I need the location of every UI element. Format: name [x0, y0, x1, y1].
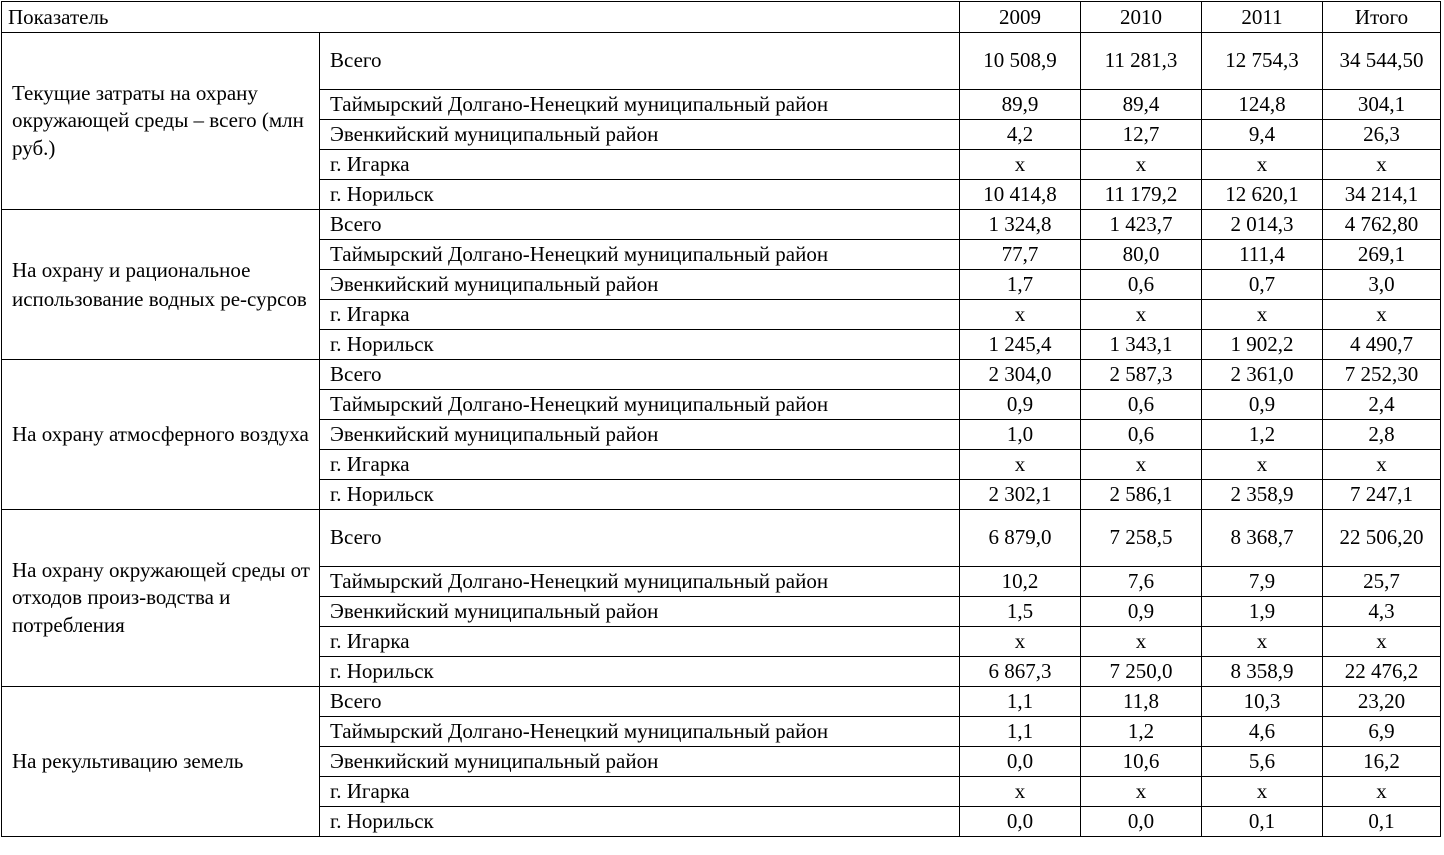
group-title: Текущие затраты на охрану окружающей среды – всего (млн руб.)	[2, 33, 320, 210]
table-row	[2, 360, 1441, 390]
cell-2010: 0,0	[1081, 807, 1202, 837]
cell-2010: 80,0	[1081, 240, 1202, 270]
cell-2010: 1 423,7	[1081, 210, 1202, 240]
cell-2011: 5,6	[1202, 747, 1323, 777]
cell-2010: 7 258,5	[1081, 510, 1202, 567]
cell-2010: 12,7	[1081, 120, 1202, 150]
cell-2011: 0,1	[1202, 807, 1323, 837]
cell-2009: 4,2	[960, 120, 1081, 150]
cell-2010: 0,9	[1081, 597, 1202, 627]
cell-2011: 111,4	[1202, 240, 1323, 270]
row-label: Таймырский Долгано-Ненецкий муниципальный район	[320, 717, 960, 747]
cell-2010: x	[1081, 150, 1202, 180]
expenditure-table	[1, 1, 1441, 837]
cell-2011: 7,9	[1202, 567, 1323, 597]
row-label: Всего	[320, 510, 960, 567]
cell-2009: 1,1	[960, 717, 1081, 747]
table-row	[2, 210, 1441, 240]
cell-total: 7 252,30	[1323, 360, 1441, 390]
row-label: Всего	[320, 210, 960, 240]
cell-2010: 7 250,0	[1081, 657, 1202, 687]
cell-total: 34 544,50	[1323, 33, 1441, 90]
cell-2009: 2 304,0	[960, 360, 1081, 390]
row-label: Эвенкийский муниципальный район	[320, 120, 960, 150]
cell-2011: 0,7	[1202, 270, 1323, 300]
cell-2010: 10,6	[1081, 747, 1202, 777]
cell-2011: 2 358,9	[1202, 480, 1323, 510]
cell-2010: 1,2	[1081, 717, 1202, 747]
cell-2011: 1,9	[1202, 597, 1323, 627]
row-label: Эвенкийский муниципальный район	[320, 747, 960, 777]
row-label: Всего	[320, 33, 960, 90]
row-label: Таймырский Долгано-Ненецкий муниципальный район	[320, 390, 960, 420]
cell-2011: 4,6	[1202, 717, 1323, 747]
group-title: На охрану окружающей среды от отходов произ-водства и потребления	[2, 510, 320, 687]
cell-total: 4 490,7	[1323, 330, 1441, 360]
cell-2009: 1 324,8	[960, 210, 1081, 240]
cell-total: x	[1323, 450, 1441, 480]
row-label: Таймырский Долгано-Ненецкий муниципальный район	[320, 567, 960, 597]
cell-2010: 89,4	[1081, 90, 1202, 120]
row-label: г. Игарка	[320, 777, 960, 807]
row-label: г. Норильск	[320, 657, 960, 687]
header-indicator: Показатель	[2, 2, 960, 33]
cell-2011: 0,9	[1202, 390, 1323, 420]
cell-total: 34 214,1	[1323, 180, 1441, 210]
cell-2010: x	[1081, 627, 1202, 657]
cell-2011: 8 358,9	[1202, 657, 1323, 687]
row-label: г. Норильск	[320, 807, 960, 837]
cell-2009: 10 508,9	[960, 33, 1081, 90]
row-label: г. Игарка	[320, 450, 960, 480]
cell-total: 4,3	[1323, 597, 1441, 627]
row-label: Всего	[320, 687, 960, 717]
cell-total: 22 476,2	[1323, 657, 1441, 687]
cell-total: x	[1323, 627, 1441, 657]
cell-total: 6,9	[1323, 717, 1441, 747]
cell-total: 26,3	[1323, 120, 1441, 150]
cell-2011: x	[1202, 627, 1323, 657]
cell-total: 23,20	[1323, 687, 1441, 717]
cell-2010: 2 586,1	[1081, 480, 1202, 510]
cell-2011: 10,3	[1202, 687, 1323, 717]
row-label: Эвенкийский муниципальный район	[320, 270, 960, 300]
cell-total: 2,4	[1323, 390, 1441, 420]
cell-2010: 0,6	[1081, 270, 1202, 300]
cell-2011: 2 014,3	[1202, 210, 1323, 240]
cell-2010: x	[1081, 450, 1202, 480]
row-label: г. Игарка	[320, 627, 960, 657]
cell-total: x	[1323, 150, 1441, 180]
cell-2011: 12 620,1	[1202, 180, 1323, 210]
cell-2010: 11 281,3	[1081, 33, 1202, 90]
cell-2011: 9,4	[1202, 120, 1323, 150]
table-row	[2, 687, 1441, 717]
row-label: Таймырский Долгано-Ненецкий муниципальный район	[320, 240, 960, 270]
cell-2009: x	[960, 150, 1081, 180]
row-label: г. Норильск	[320, 330, 960, 360]
row-label: г. Игарка	[320, 300, 960, 330]
row-label: г. Норильск	[320, 180, 960, 210]
cell-total: 304,1	[1323, 90, 1441, 120]
cell-2011: x	[1202, 777, 1323, 807]
cell-2009: 89,9	[960, 90, 1081, 120]
cell-total: 269,1	[1323, 240, 1441, 270]
cell-2010: x	[1081, 300, 1202, 330]
cell-total: 0,1	[1323, 807, 1441, 837]
cell-total: 16,2	[1323, 747, 1441, 777]
group-title: На рекультивацию земель	[2, 687, 320, 837]
cell-2011: x	[1202, 300, 1323, 330]
cell-2011: x	[1202, 150, 1323, 180]
cell-2009: x	[960, 777, 1081, 807]
cell-2011: 1 902,2	[1202, 330, 1323, 360]
header-year-2009: 2009	[960, 2, 1081, 33]
cell-2011: 2 361,0	[1202, 360, 1323, 390]
cell-2011: x	[1202, 450, 1323, 480]
cell-2009: 2 302,1	[960, 480, 1081, 510]
cell-2010: 11 179,2	[1081, 180, 1202, 210]
cell-total: 2,8	[1323, 420, 1441, 450]
cell-total: 4 762,80	[1323, 210, 1441, 240]
row-label: Эвенкийский муниципальный район	[320, 597, 960, 627]
cell-2009: 1,1	[960, 687, 1081, 717]
cell-2009: 10 414,8	[960, 180, 1081, 210]
row-label: г. Игарка	[320, 150, 960, 180]
cell-2009: 1,7	[960, 270, 1081, 300]
cell-total: 25,7	[1323, 567, 1441, 597]
group-title: На охрану атмосферного воздуха	[2, 360, 320, 510]
table-body	[2, 2, 1441, 837]
cell-2009: 77,7	[960, 240, 1081, 270]
header-year-2011: 2011	[1202, 2, 1323, 33]
cell-2010: 0,6	[1081, 420, 1202, 450]
table-row	[2, 510, 1441, 567]
cell-2010: x	[1081, 777, 1202, 807]
cell-2010: 1 343,1	[1081, 330, 1202, 360]
cell-2010: 7,6	[1081, 567, 1202, 597]
cell-2011: 1,2	[1202, 420, 1323, 450]
cell-2010: 2 587,3	[1081, 360, 1202, 390]
row-label: Всего	[320, 360, 960, 390]
cell-2009: 1,5	[960, 597, 1081, 627]
cell-total: x	[1323, 300, 1441, 330]
row-label: Эвенкийский муниципальный район	[320, 420, 960, 450]
cell-2009: x	[960, 627, 1081, 657]
header-year-2010: 2010	[1081, 2, 1202, 33]
header-total: Итого	[1323, 2, 1441, 33]
cell-2009: 10,2	[960, 567, 1081, 597]
cell-2010: 11,8	[1081, 687, 1202, 717]
cell-total: 22 506,20	[1323, 510, 1441, 567]
row-label: Таймырский Долгано-Ненецкий муниципальный район	[320, 90, 960, 120]
header-row	[2, 2, 1441, 33]
cell-total: 7 247,1	[1323, 480, 1441, 510]
row-label: г. Норильск	[320, 480, 960, 510]
table-row	[2, 33, 1441, 90]
cell-2009: 0,0	[960, 747, 1081, 777]
cell-2009: 0,9	[960, 390, 1081, 420]
cell-2009: x	[960, 450, 1081, 480]
cell-2009: 1 245,4	[960, 330, 1081, 360]
cell-2011: 12 754,3	[1202, 33, 1323, 90]
cell-2009: 1,0	[960, 420, 1081, 450]
group-title: На охрану и рациональное использование водных ре-сурсов	[2, 210, 320, 360]
cell-2010: 0,6	[1081, 390, 1202, 420]
cell-2009: 6 867,3	[960, 657, 1081, 687]
cell-2009: 6 879,0	[960, 510, 1081, 567]
cell-total: x	[1323, 777, 1441, 807]
cell-total: 3,0	[1323, 270, 1441, 300]
cell-2009: 0,0	[960, 807, 1081, 837]
cell-2009: x	[960, 300, 1081, 330]
cell-2011: 124,8	[1202, 90, 1323, 120]
cell-2011: 8 368,7	[1202, 510, 1323, 567]
